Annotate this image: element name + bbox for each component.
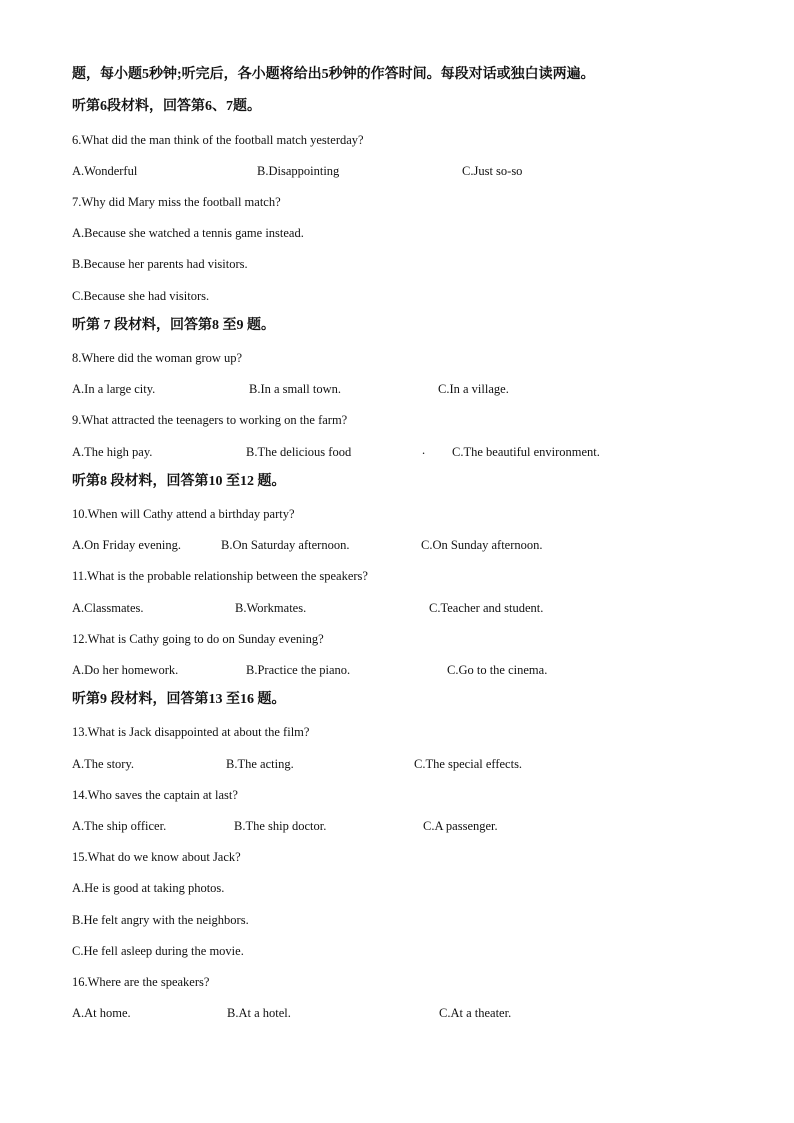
option-b: B.At a hotel. <box>227 1006 291 1020</box>
option-a: A.The ship officer. <box>72 819 167 833</box>
option-b: B.He felt angry with the neighbors. <box>72 913 249 927</box>
question-text: 15.What do we know about Jack? <box>72 850 241 864</box>
option-a: A.At home. <box>72 1006 131 1020</box>
section-header: 听第 7 段材料，回答第8 至9 题。 <box>72 318 275 333</box>
section-header: 听第9 段材料，回答第13 至16 题。 <box>72 692 286 707</box>
stray-dot: . <box>422 443 426 457</box>
option-a: A.Wonderful <box>72 164 138 178</box>
option-c: C.A passenger. <box>423 819 498 833</box>
option-b: B.In a small town. <box>249 382 342 396</box>
option-c: C.Go to the cinema. <box>447 663 548 677</box>
option-a: A.The story. <box>72 757 135 771</box>
option-a: A.On Friday evening. <box>72 538 182 552</box>
question-text: 10.When will Cathy attend a birthday party? <box>72 507 295 521</box>
question-text: 7.Why did Mary miss the football match? <box>72 195 281 209</box>
option-a: A.The high pay. <box>72 445 153 459</box>
option-b: B.The delicious food <box>246 445 352 459</box>
option-a: A.He is good at taking photos. <box>72 881 225 895</box>
option-a: A.In a large city. <box>72 382 156 396</box>
option-c: C.Because she had visitors. <box>72 289 210 303</box>
option-c: C.The beautiful environment. <box>452 445 600 459</box>
question-text: 12.What is Cathy going to do on Sunday evening? <box>72 632 324 646</box>
option-c: C.He fell asleep during the movie. <box>72 944 244 958</box>
option-b: B.Disappointing <box>257 164 340 178</box>
option-c: C.At a theater. <box>439 1006 512 1020</box>
option-c: C.In a village. <box>438 382 509 396</box>
option-a: A.Because she watched a tennis game instead. <box>72 226 304 240</box>
option-c: C.Just so-so <box>462 164 523 178</box>
option-a: A.Classmates. <box>72 601 144 615</box>
question-text: 11.What is the probable relationship between the speakers? <box>72 569 368 583</box>
section-header: 听第6段材料，回答第6、7题。 <box>72 99 261 114</box>
option-b: B.On Saturday afternoon. <box>221 538 350 552</box>
option-a: A.Do her homework. <box>72 663 179 677</box>
option-b: B.Workmates. <box>235 601 307 615</box>
question-text: 16.Where are the speakers? <box>72 975 210 989</box>
option-b: B.The ship doctor. <box>234 819 327 833</box>
question-text: 9.What attracted the teenagers to working on the farm? <box>72 413 348 427</box>
option-c: C.On Sunday afternoon. <box>421 538 543 552</box>
question-text: 6.What did the man think of the football match yesterday? <box>72 133 364 147</box>
option-c: C.Teacher and student. <box>429 601 544 615</box>
question-text: 14.Who saves the captain at last? <box>72 788 238 802</box>
instructions-text: 题，每小题5秒钟;听完后，各小题将给出5秒钟的作答时间。每段对话或独白读两遍。 <box>72 67 595 82</box>
option-b: B.Practice the piano. <box>246 663 351 677</box>
section-header: 听第8 段材料，回答第10 至12 题。 <box>72 474 286 489</box>
option-b: B.The acting. <box>226 757 294 771</box>
option-b: B.Because her parents had visitors. <box>72 257 248 271</box>
question-text: 8.Where did the woman grow up? <box>72 351 243 365</box>
option-c: C.The special effects. <box>414 757 523 771</box>
question-text: 13.What is Jack disappointed at about the film? <box>72 725 310 739</box>
